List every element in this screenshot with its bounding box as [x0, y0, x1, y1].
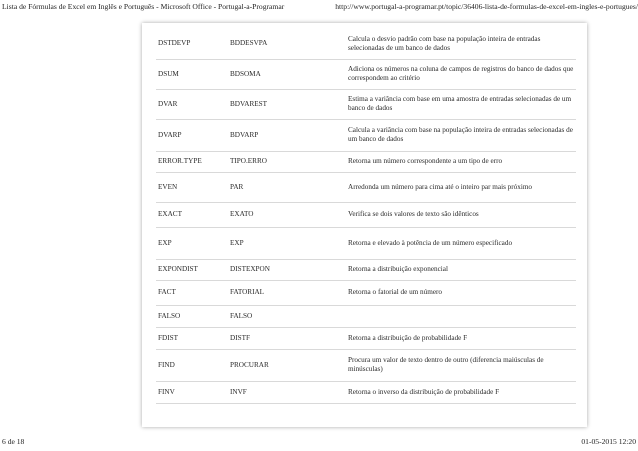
portuguese-name: DISTEXPON: [230, 265, 270, 273]
description: Retorna o inverso da distribuição de probabilidade F: [348, 387, 500, 396]
table-row: [156, 381, 576, 403]
description: Procura um valor de texto dentro de outro (diferencia maiúsculas de minúsculas): [348, 356, 544, 373]
portuguese-name: PROCURAR: [230, 360, 269, 369]
english-name: EXP: [158, 238, 172, 247]
portuguese-name: BDDESVPA: [230, 39, 268, 48]
print-header: [0, 1, 638, 13]
english-name: EXACT: [158, 210, 182, 218]
page-url[interactable]: http://www.portugal-a-programar.pt/topic/36406-lista-de-formulas-de-excel-em-ingles-e-portugues/: [335, 2, 638, 11]
table-row: [156, 259, 576, 280]
portuguese-name: INVF: [230, 387, 247, 396]
english-name: EXPONDIST: [158, 265, 198, 273]
table-row: [156, 349, 576, 381]
english-name: FACT: [158, 288, 176, 296]
portuguese-name: EXATO: [230, 210, 254, 218]
description: Retorna o fatorial de um número: [348, 288, 443, 296]
english-name: FALSO: [158, 311, 181, 320]
description: Retorna um número correspondente a um tipo de erro: [348, 157, 503, 165]
table-row: [156, 89, 576, 119]
description: [348, 305, 576, 327]
table-row: [156, 29, 576, 59]
portuguese-name: DISTF: [230, 333, 250, 342]
page-title: Lista de Fórmulas de Excel em Inglês e Português - Microsoft Office - Portugal-a-Programar: [2, 2, 285, 11]
description: Calcula a variância com base na população inteira de entradas selecionadas de um banco de dados: [348, 126, 573, 143]
content-panel: [142, 23, 587, 427]
description: Estima a variância com base em uma amostra de entradas selecionadas de um banco de dados: [348, 95, 572, 112]
portuguese-name: FALSO: [230, 311, 253, 320]
portuguese-name: PAR: [230, 182, 244, 191]
portuguese-name: BDSOMA: [230, 69, 261, 78]
description: Retorna e elevado à potência de um número especificado: [348, 238, 513, 247]
english-name: DVARP: [158, 130, 182, 139]
table-row: [156, 327, 576, 349]
table-row: [156, 151, 576, 172]
table-row: [156, 280, 576, 305]
portuguese-name: EXP: [230, 238, 244, 247]
portuguese-name: TIPO.ERRO: [230, 157, 267, 165]
english-name: ERROR.TYPE: [158, 157, 202, 165]
formula-table: [156, 29, 576, 404]
portuguese-name: BDVAREST: [230, 99, 268, 108]
english-name: DSUM: [158, 69, 179, 78]
table-row: [156, 119, 576, 151]
table-row: [156, 305, 576, 327]
english-name: DSTDEVP: [158, 39, 191, 48]
table-row: [156, 172, 576, 202]
page-number: 6 de 18: [2, 437, 25, 446]
table-row: [156, 202, 576, 227]
table-row: [156, 227, 576, 259]
description: Retorna a distribuição de probabilidade F: [348, 333, 468, 342]
description: Retorna a distribuição exponencial: [348, 265, 448, 273]
english-name: FDIST: [158, 333, 178, 342]
english-name: FIND: [158, 360, 175, 369]
table-row: [156, 59, 576, 89]
description: Adiciona os números na coluna de campos de registros do banco de dados que correspondem ao critério: [348, 65, 574, 82]
description: Verifica se dois valores de texto são idênticos: [348, 210, 479, 218]
portuguese-name: FATORIAL: [230, 288, 265, 296]
print-datetime: 01-05-2015 12:20: [581, 437, 636, 446]
description: Calcula o desvio padrão com base na população inteira de entradas selecionadas de um banco de dados: [348, 34, 541, 52]
print-footer: [0, 436, 638, 448]
portuguese-name: BDVARP: [230, 130, 259, 139]
english-name: EVEN: [158, 182, 178, 191]
english-name: DVAR: [158, 99, 178, 108]
english-name: FINV: [158, 387, 175, 396]
description: Arredonda um número para cima até o inteiro par mais próximo: [348, 182, 533, 191]
